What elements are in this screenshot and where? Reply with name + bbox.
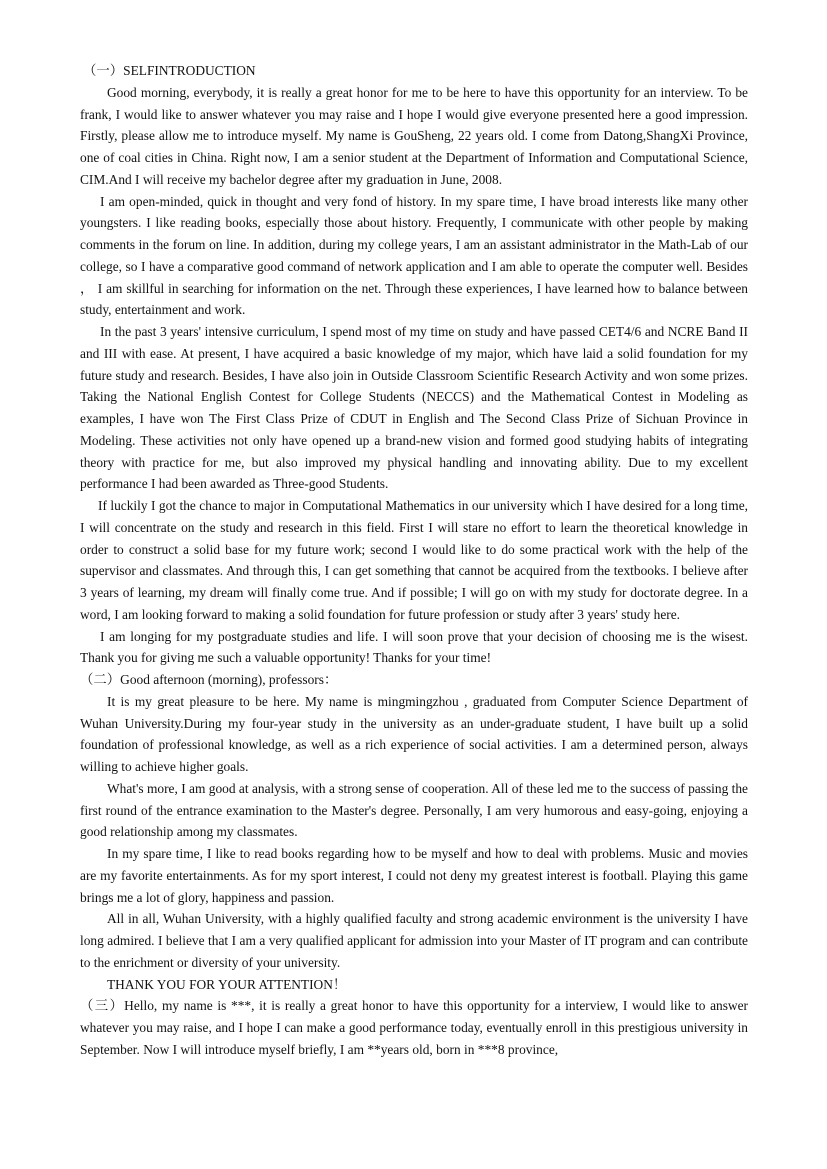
section-1-paragraph-3: In the past 3 years' intensive curriculum, I spend most of my time on study and have passed CET4/6 and NCRE Band II and III with ease. At present, I have acquired a basic knowledge of my major, which have laid a solid foundation for my future study and research. Besides, I have also join in Outside Classroom Scientific Research Activity and won some prizes. Taking the National English Contest for College Students (NECCS) and the Mathematical Contest in Modeling as examples, I have won The First Class Prize of CDUT in English and The Second Class Prize of Sichuan Province in Modeling. These activities not only have opened up a brand-new vision and formed good studying habits of integrating theory with practice for me, but also improved my physical handling and innovating ability. Due to my excellent performance I had been awarded as Three-good Students. xyxy=(80,324,748,492)
section-1-paragraph-4: If luckily I got the chance to major in Computational Mathematics in our university which I have desired for a long time, I will concentrate on the study and research in this field. First I will stare no effort to learn the theoretical knowledge in order to construct a solid base for my future work; second I would like to do some practical work with the help of the supervisor and classmates. And through this, I can get something that cannot be acquired from the textbooks. I believe after 3 years of learning, my dream will finally come true. And if possible; I will go on with my study for doctorate degree. In a word, I am looking forward to making a solid foundation for future profession or study after 3 years' study here. xyxy=(80,498,748,622)
document-page xyxy=(80,60,748,1061)
section-3-paragraph: （三）Hello, my name is ***, it is really a great honor to have this opportunity for a interview, I would like to answer whatever you may raise, and I hope I can make a good performance today, eventually enroll in this prestigious university in September. Now I will introduce myself briefly, I am **years old, born in ***8 province, xyxy=(80,998,748,1057)
section-2-closing: THANK YOU FOR YOUR ATTENTION！ xyxy=(107,976,347,992)
section-1-heading: （一）SELFINTRODUCTION xyxy=(83,63,256,78)
section-2-paragraph-1: It is my great pleasure to be here. My name is mingmingzhou , graduated from Computer Science Department of Wuhan University.During my four-year study in the university as an under-graduate student, I have built up a solid foundation of professional knowledge, as well as a rich experience of social activities. I am a determined person, always willing to achieve higher goals. xyxy=(80,693,748,774)
section-2-heading: （二）Good afternoon (morning), professors： xyxy=(80,672,338,687)
section-1-paragraph-5: I am longing for my postgraduate studies and life. I will soon prove that your decision of choosing me is the wisest. Thank you for giving me such a valuable opportunity! Thanks for your time! xyxy=(80,628,748,666)
section-2-paragraph-3: In my spare time, I like to read books regarding how to be myself and how to deal with problems. Music and movies are my favorite entertainments. As for my sport interest, I could not deny my greatest interest is football. Playing this game brings me a lot of glory, happiness and passion. xyxy=(80,846,748,905)
section-1-paragraph-2: I am open-minded, quick in thought and very fond of history. In my spare time, I have broad interests like many other youngsters. I like reading books, especially those about history. Frequently, I communicate with other people by making comments in the forum on line. In addition, during my college years, I am an assistant administrator in the Math-Lab of our college, so I have a comparative good command of network application and I am able to operate the computer well. Besides ， I am skillful in searching for information on the net. Through these experiences, I have learned how to balance between study, entertainment and work. xyxy=(80,193,748,318)
section-2-paragraph-2: What's more, I am good at analysis, with a strong sense of cooperation. All of these led me to the success of passing the first round of the entrance examination to the Master's degree. Personally, I am very humorous and easy-going, enjoying a good relationship among my classmates. xyxy=(80,780,748,840)
section-2-paragraph-4: All in all, Wuhan University, with a highly qualified faculty and strong academic environment is the university I have long admired. I believe that I am a very qualified applicant for admission into your Master of IT program and can contribute to the enrichment or diversity of your university. xyxy=(80,911,748,970)
section-1-paragraph-1: Good morning, everybody, it is really a great honor for me to be here to have this opportunity for an interview. To be frank, I would like to answer whatever you may raise and I hope I would give everyone presented here a good impression. Firstly, please allow me to introduce myself. My name is GouSheng, 22 years old. I come from Datong,ShangXi Province, one of coal cities in China. Right now, I am a senior student at the Department of Information and Computational Science, CIM.And I will receive my bachelor degree after my graduation in June, 2008. xyxy=(80,84,748,187)
